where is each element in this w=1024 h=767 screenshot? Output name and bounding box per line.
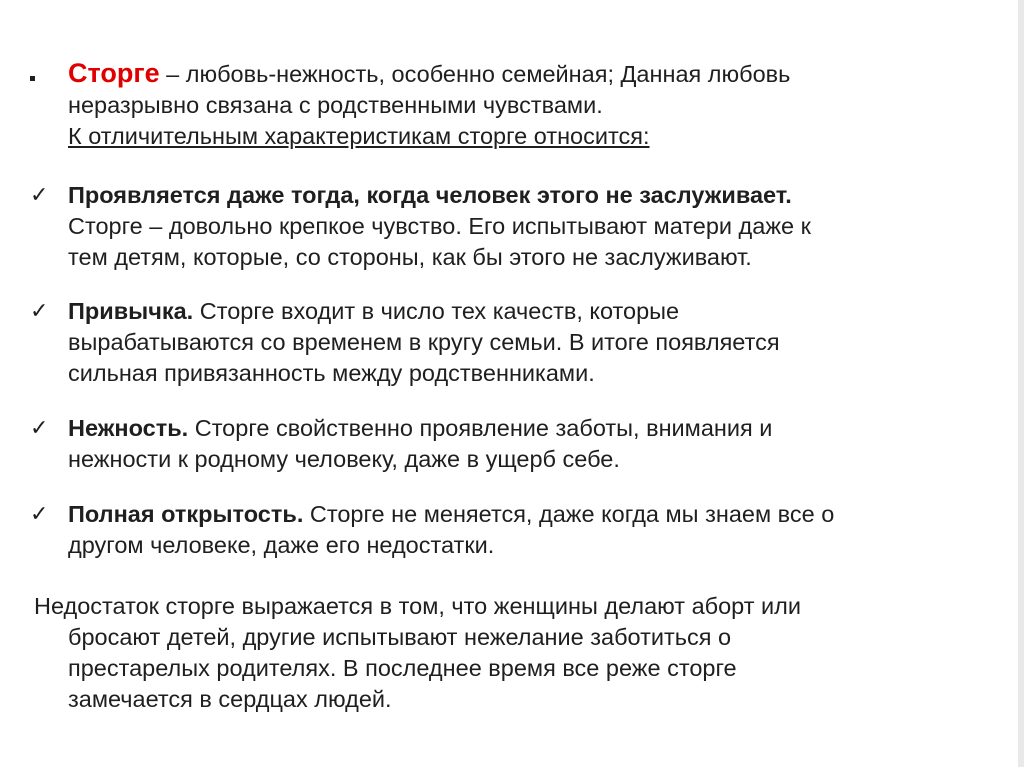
item-line-2: Сторге – довольно крепкое чувство. Его испытывают матери даже к — [68, 213, 811, 239]
closing-line-1: Недостаток сторге выражается в том, что женщины делают аборт или — [34, 593, 801, 619]
item-term: Полная открытость. — [68, 501, 304, 527]
list-item — [30, 180, 990, 273]
item-line-2: другом человеке, даже его недостатки. — [68, 532, 495, 558]
item-text: Сторге свойственно проявление заботы, внимания и — [188, 415, 773, 441]
closing-line-3: престарелых родителях. В последнее время все реже сторге — [68, 655, 737, 681]
item-text: Сторге входит в число тех качеств, которые — [193, 298, 680, 324]
item-line-2: вырабатываются со временем в кругу семьи. В итоге появляется — [68, 329, 780, 355]
item-line-2: нежности к родному человеку, даже в ущерб себе. — [68, 446, 620, 472]
item-text: Сторге не меняется, даже когда мы знаем все о — [303, 501, 835, 527]
checkmark-icon: ✓ — [30, 183, 49, 208]
intro-term: Сторге — [68, 58, 160, 88]
intro-subheading: К отличительным характеристикам сторге относится: — [68, 123, 650, 149]
item-term: Привычка. — [68, 298, 194, 324]
checkmark-icon: ✓ — [30, 299, 49, 324]
intro-definition: – любовь-нежность, особенно семейная; Данная любовь — [159, 61, 791, 87]
checkmark-icon: ✓ — [30, 502, 49, 527]
item-term: Проявляется даже тогда, когда человек этого не заслуживает. — [68, 182, 792, 208]
list-item — [30, 413, 990, 475]
list-item — [30, 499, 990, 561]
item-line-3: тем детям, которые, со стороны, как бы этого не заслуживают. — [68, 244, 752, 270]
closing-line-2: бросают детей, другие испытывают нежелание заботиться о — [68, 624, 732, 650]
closing-paragraph — [34, 591, 994, 715]
closing-line-4: замечается в сердцах людей. — [68, 686, 392, 712]
square-bullet-icon — [30, 58, 60, 89]
item-term: Нежность. — [68, 415, 189, 441]
checkmark-icon: ✓ — [30, 416, 49, 441]
slide-edge-divider — [1018, 0, 1024, 767]
intro-line-2: неразрывно связана с родственными чувствами. — [68, 92, 603, 118]
intro-block — [30, 58, 990, 152]
list-item — [30, 296, 990, 389]
item-line-3: сильная привязанность между родственниками. — [68, 360, 595, 386]
